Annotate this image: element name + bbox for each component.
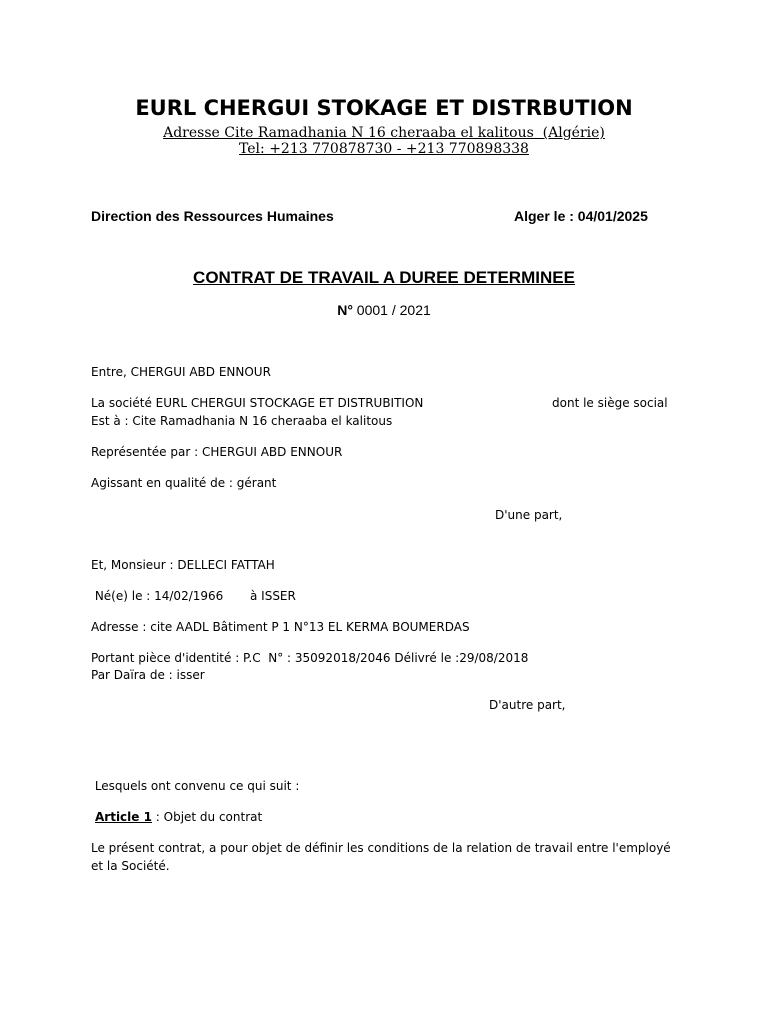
employer-society: La société EURL CHERGUI STOCKAGE ET DISTRUBITION bbox=[91, 396, 424, 410]
article-label: Article 1 bbox=[95, 810, 152, 824]
company-phone: Tel: +213 770878730 - +213 770898338 bbox=[239, 141, 529, 157]
company-address: Adresse Cite Ramadhania N 16 cheraaba el kalitous (Algérie) bbox=[163, 125, 605, 141]
employee-part: D'autre part, bbox=[489, 698, 566, 712]
employee-daira: Par Daïra de : isser bbox=[91, 668, 205, 682]
contract-number-value: 0001 / 2021 bbox=[352, 302, 431, 318]
employee-address: Adresse : cite AADL Bâtiment P 1 N°13 EL KERMA BOUMERDAS bbox=[91, 620, 470, 634]
contract-number bbox=[0, 302, 768, 318]
employer-location: Est à : Cite Ramadhania N 16 cheraaba el kalitous bbox=[91, 414, 393, 428]
employer-representative: Représentée par : CHERGUI ABD ENNOUR bbox=[91, 445, 343, 459]
employee-birth: Né(e) le : 14/02/1966 à ISSER bbox=[91, 589, 296, 603]
employee-id-document: Portant pièce d'identité : P.C N° : 35092018/2046 Délivré le :29/08/2018 bbox=[91, 651, 529, 665]
employer-part: D'une part, bbox=[495, 508, 563, 522]
employer-seat-label: dont le siège social bbox=[552, 396, 668, 410]
company-name: EURL CHERGUI STOKAGE ET DISTRBUTION bbox=[135, 96, 633, 120]
contract-title: CONTRAT DE TRAVAIL A DUREE DETERMINEE bbox=[193, 268, 575, 287]
department: Direction des Ressources Humaines bbox=[91, 208, 334, 224]
article-heading bbox=[95, 808, 262, 826]
contract-number-label: N° bbox=[337, 302, 353, 318]
agreement-intro: Lesquels ont convenu ce qui suit : bbox=[91, 779, 300, 793]
employer-between: Entre, CHERGUI ABD ENNOUR bbox=[91, 365, 271, 379]
employer-capacity: Agissant en qualité de : gérant bbox=[91, 476, 277, 490]
article-text: Le présent contrat, a pour objet de définir les conditions de la relation de travail entre l'employé et la Société. bbox=[91, 841, 671, 873]
employee-name: Et, Monsieur : DELLECI FATTAH bbox=[91, 558, 275, 572]
document-date: Alger le : 04/01/2025 bbox=[514, 208, 648, 224]
article-title: : Objet du contrat bbox=[151, 810, 263, 824]
